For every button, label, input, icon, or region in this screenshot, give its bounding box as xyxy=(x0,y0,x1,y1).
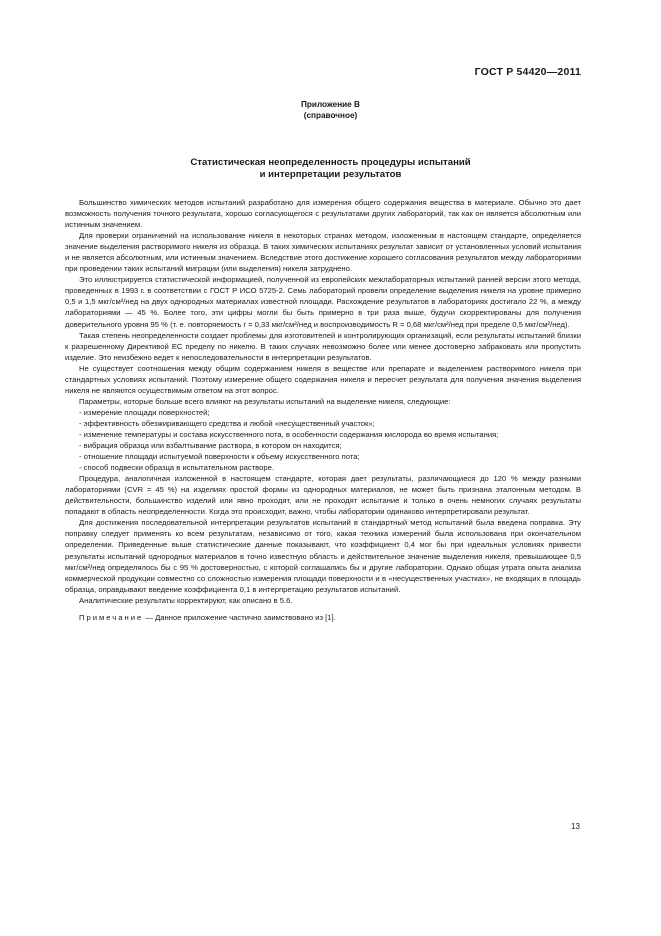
paragraph: Такая степень неопределенности создает проблемы для изготовителей и контролирующих организаций, если результаты испытаний близки к разрешенному Директивой ЕС пределу по никелю. В таких случаях невозможно более или менее достоверно забраковать или пропустить изделие. Это неизбежно ведет к непоследовательности в интерпретации результатов. xyxy=(65,330,581,362)
note xyxy=(65,612,581,623)
note-text: — Данное приложение частично заимствовано из [1]. xyxy=(145,612,336,622)
section-title-line-2: и интерпретации результатов xyxy=(259,169,402,180)
paragraph: Процедура, аналогичная изложенной в настоящем стандарте, которая дает результаты, различающиеся до 120 % между разными лабораториями (CVR = 45 %) на изделиях простой формы из однородных материалов, не может быть признана эталонным методом. В действительности, большинство изделий или явно проходят, или не проходят испытание и только в очень немногих случаях результаты попадают в область неопределенности. Когда это происходит, важно, чтобы лаборатории одинаково интерпретировали результат. xyxy=(65,474,581,517)
section-title-line-1: Статистическая неопределенность процедуры испытаний xyxy=(190,157,471,168)
standard-designation: ГОСТ Р 54420—2011 xyxy=(474,66,581,78)
paragraph: Большинство химических методов испытаний разработано для измерения общего содержания вещества в материале. Обычно это дает возможность получения точного результата, хорошо согласующегося с результатами других лабораторий, так как он является абсолютным или истинным значением. xyxy=(65,198,581,230)
appendix-title: Приложение В xyxy=(301,100,360,109)
list-item: - отношение площади испытуемой поверхности к объему искусственного пота; xyxy=(79,452,360,462)
body-text xyxy=(65,197,581,623)
list-item: - вибрация образца или взбалтывание раствора, в котором он находится; xyxy=(79,441,342,451)
section-title xyxy=(0,157,661,181)
paragraph: Параметры, которые больше всего влияют на результаты испытаний на выделение никеля, следующие: xyxy=(79,396,451,406)
list-item: - эффективность обезжиривающего средства и любой «несущественный участок»; xyxy=(79,418,375,428)
page-number: 13 xyxy=(571,822,580,831)
paragraph: Не существует соотношения между общим содержанием никеля в веществе или препарате и выделением растворимого никеля при стандартных условиях испытаний. Поэтому измерение общего содержания никеля и пересчет результата для получения значения выделения никеля не являются осуществимым ответом на этот вопрос. xyxy=(65,363,581,395)
list-item: - изменение температуры и состава искусственного пота, в особенности содержания кислорода во время испытания; xyxy=(79,429,499,439)
list-item: - способ подвески образца в испытательном растворе. xyxy=(79,463,275,473)
appendix-subtitle: (справочное) xyxy=(303,111,358,120)
paragraph: Для достижения последовательной интерпретации результатов испытаний в стандартный метод испытаний была введена поправка. Эту поправку следует применять ко всем результатам, независимо от того, какая техника измерений была использована при окончательном определении. Приведенные выше статистические данные показывают, что коэффициент 0,4 мог бы при идеальных условиях привести результаты испытаний однородных материалов в точно известную область и действительное значение выделения никеля, превышающее 0,5 мкг/см²/нед определялось бы с 95 % достоверностью, с которой соглашались бы и другие лаборатории. Однако общая утрата опыта анализа коммерческой продукции совместно со сложностью измерения площади поверхности и в «несущественных участках», не входящих в площадь образца, оправдывают введение коэффициента 0,1 в интерпретацию результатов испытаний. xyxy=(65,518,581,594)
list-item: - измерение площади поверхностей; xyxy=(79,407,210,417)
paragraph: Это иллюстрируется статистической информацией, полученной из европейских межлабораторных испытаний ранней версии этого метода, проведенных в 1993 г. в соответствии с ГОСТ Р ИСО 5725-2. Семь лабораторий провели определение выделения никеля на уровне примерно 0,5 и 1,5 мкг/см²/нед на двух однородных материалах известной площади. Расхождение результатов в лабораториях достигало 22 %, а между лабораториями — 45 %. Более того, эти цифры могли бы быть примерно в три раза выше, будучи скорректированы для получения доверительного уровня 95 % (т. е. повторяемость r = 0,33 мкг/см²/нед и воспроизводимость R = 0,68 мкг/см²/нед при пределе 0,5 мкг/см²/нед). xyxy=(65,275,581,329)
paragraph: Для проверки ограничений на использование никеля в некоторых странах методом, изложенным в настоящем стандарте, определяется значение выделения растворимого никеля из образца. В таких химических испытаниях результат зависит от установленных условий испытания и не является абсолютным, или истинным значением. Вследствие этого достижение хорошего согласования результатов между лабораториями при проведении таких испытаний миграции (или выделения) никеля затруднено. xyxy=(65,231,581,274)
note-label: Примечание xyxy=(79,612,144,622)
paragraph: Аналитические результаты корректируют, как описано в 5.6. xyxy=(79,595,293,605)
appendix-heading xyxy=(0,99,661,121)
